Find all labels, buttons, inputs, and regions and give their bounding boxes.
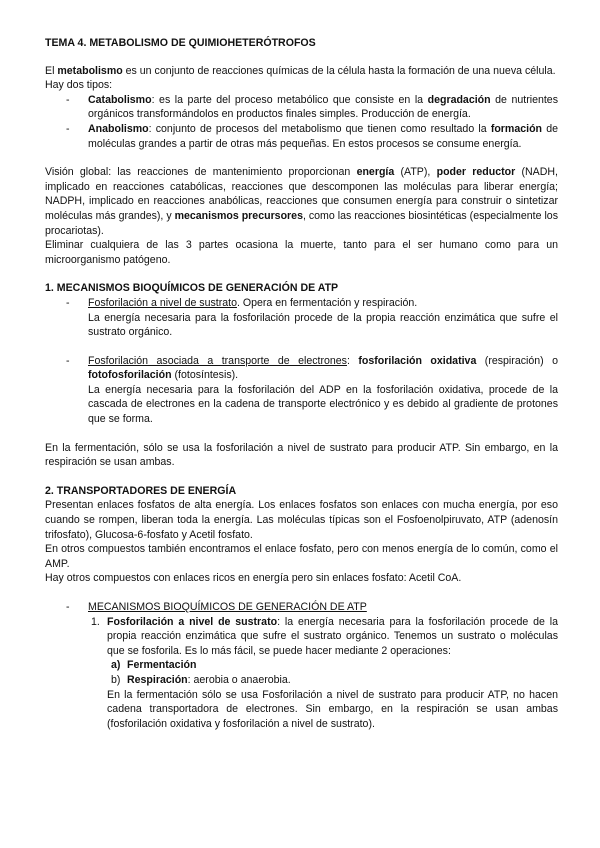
amp-paragraph: En otros compuestos también encontramos el enlace fosfato, pero con menos energía de lo común, como el AMP. [45, 543, 558, 570]
list-item-fosforilacion-sustrato: - Fosforilación a nivel de sustrato. Opera en fermentación y respiración. [66, 296, 418, 309]
acetil-coa-paragraph: Hay otros compuestos con enlaces ricos en energía pero sin enlaces fosfato: Acetil CoA. [45, 572, 462, 585]
fosforilacion-sustrato-detail: La energía necesaria para la fosforilación procede de la propia reacción enzimática que sufre el sustrato orgánico. [88, 311, 558, 339]
list-number: 1. [91, 615, 100, 628]
list-letter: a) [111, 659, 121, 672]
term-metabolismo: metabolismo [57, 64, 123, 77]
dash-bullet: - [66, 122, 70, 135]
dash-bullet: - [66, 296, 70, 309]
types-intro: Hay dos tipos: [45, 79, 113, 92]
fosforilacion-transporte-detail: La energía necesaria para la fosforilación del ADP en la fosforilación oxidativa, procede de la cascada de electrones en la cadena de transporte electrónico y es debido al gradiente de protones que se forma. [88, 383, 558, 426]
dash-bullet: - [66, 93, 70, 106]
section-1-heading: 1. MECANISMOS BIOQUÍMICOS DE GENERACIÓN DE ATP [45, 282, 339, 295]
metabolism-definition: El metabolismo es un conjunto de reacciones químicas de la célula hasta la formación de una nueva célula. [45, 64, 556, 77]
lettered-item-a: a) Fermentación [111, 659, 197, 672]
energy-carriers-paragraph: Presentan enlaces fosfatos de alta energía. Los enlaces fosfatos son enlaces con mucha energía, por eso cuando se rompen, liberan toda la energía. Las moléculas típicas son el Fosfoenolpiruvato, ATP (adenosín trifosfato), Glucosa-6-fosfato y Acetil fosfato. [45, 499, 558, 541]
vision-global-paragraph: Visión global: las reacciones de mantenimiento proporcionan energía (ATP), poder reductor (NADH, implicado en reacciones catabólicas, reacciones que descomponen las moléculas para liberar energía; NADPH, implicado en reacciones anabólicas, reacciones que consumen energía para construir o sintetizar moléculas más grandes), y mecanismos precursores, como las reacciones biosintéticas (especialmente los procariotas). [45, 166, 558, 237]
dash-bullet: - [66, 601, 70, 613]
closing-paragraph: En la fermentación sólo se usa Fosforilación a nivel de sustrato para producir ATP, no hacen cadena transportadora de electrones. Sin embargo, en la respiración se usan ambas (fosforilación oxidativa y fosforilación a nivel de sustrato). [107, 688, 558, 730]
list-item-catabolismo: - Catabolismo: es la parte del proceso metabólico que consiste en la degradación de nutrientes orgánicos transformándolos en productos finales simples. Producción de energía. [66, 93, 558, 121]
document-title: TEMA 4. METABOLISMO DE QUIMIOHETERÓTROFOS [45, 37, 316, 49]
section-2-heading: 2. TRANSPORTADORES DE ENERGÍA [45, 484, 237, 497]
list-item-anabolismo: - Anabolismo: conjunto de procesos del metabolismo que tienen como resultado la formación de moléculas grandes a partir de otras más pequeñas. En estos procesos se consume energía. [66, 122, 558, 150]
fermentation-paragraph: En la fermentación, sólo se usa la fosforilación a nivel de sustrato para producir ATP. Sin embargo, en la respiración se usan ambas. [45, 441, 558, 469]
elimination-paragraph: Eliminar cualquiera de las 3 partes ocasiona la muerte, tanto para el ser humano como para un microorganismo patógeno. [45, 239, 558, 266]
list-item-fosforilacion-transporte: - Fosforilación asociada a transporte de electrones: fosforilación oxidativa (respiración) o fotofosforilación (fotosíntesis). [66, 354, 559, 382]
lettered-item-b: b) Respiración: aerobia o anaerobia. [111, 673, 291, 686]
dash-bullet: - [66, 354, 70, 367]
list-item-mecanismos-subheading: - MECANISMOS BIOQUÍMICOS DE GENERACIÓN DE ATP [66, 601, 367, 613]
list-letter: b) [111, 673, 121, 686]
numbered-item-1: 1. Fosforilación a nivel de sustrato: la energía necesaria para la fosforilación procede de la propia reacción enzimática que sufre el sustrato orgánico. Tenemos un sustrato o moléculas que se fosforila. Es lo más fácil, se puede hacer mediante 2 operaciones: [91, 615, 558, 657]
